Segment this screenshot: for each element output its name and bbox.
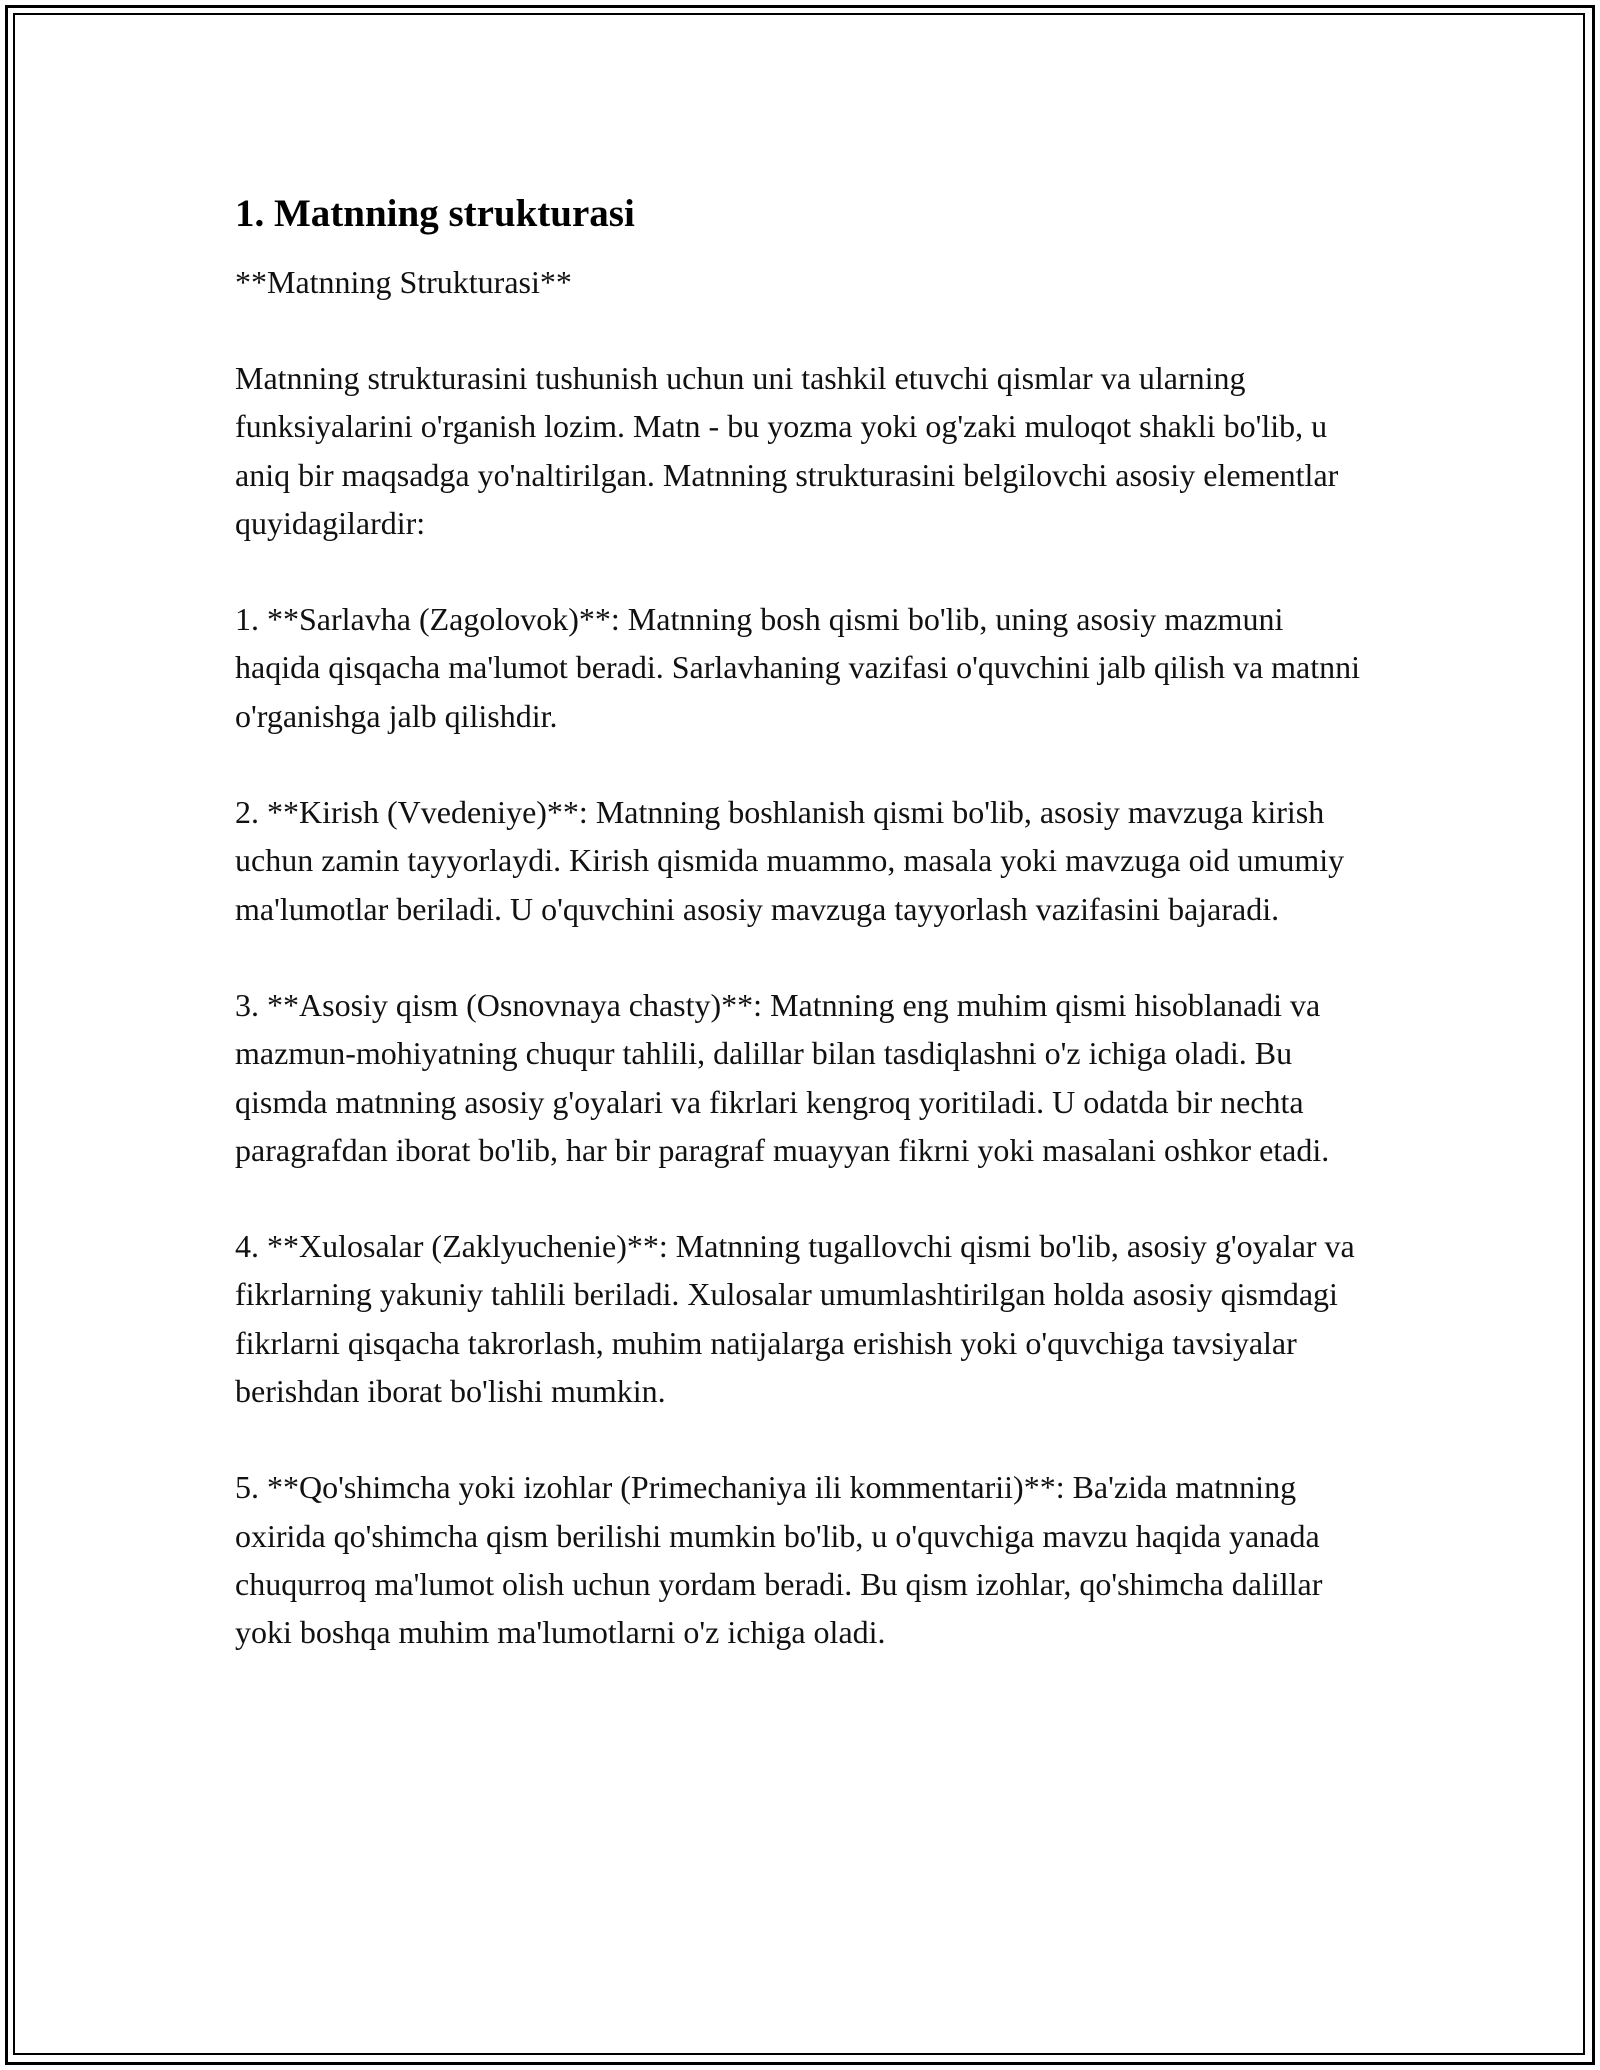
paragraph-asosiy-qism: 3. **Asosiy qism (Osnovnaya chasty)**: Matnning eng muhim qismi hisoblanadi va mazmun-mohiyatning chuqur tahlili, dalillar bilan tasdiqlashni o'z ichiga oladi. Bu qismda matnning asosiy g'oyalari va fikrlari kengroq yoritiladi. U odatda bir nechta paragrafdan iborat bo'lib, har bir paragraf muayyan fikrni yoki masalani oshkor etadi. [235, 986, 1330, 1168]
intro-paragraph: Matnning strukturasini tushunish uchun uni tashkil etuvchi qismlar va ularning funksiyalarini o'rganish lozim. Matn - bu yozma yoki og'zaki muloqot shakli bo'lib, u aniq bir maqsadga yo'naltirilgan. Matnning strukturasini belgilovchi asosiy elementlar quyidagilardir: [235, 360, 1339, 541]
paragraph-sarlavha: 1. **Sarlavha (Zagolovok)**: Matnning bosh qismi bo'lib, uning asosiy mazmuni haqida qisqacha ma'lumot beradi. Sarlavhaning vazifasi o'quvchini jalb qilish va matnni o'rganishga jalb qilishdir. [235, 601, 1361, 734]
document-subtitle: **Matnning Strukturasi** [235, 264, 572, 300]
paragraph-izohlar: 5. **Qo'shimcha yoki izohlar (Primechaniya ili kommentarii)**: Ba'zida matnning oxirida qo'shimcha qism berilishi mumkin bo'lib, u o'quvchiga mavzu haqida yanada chuqurroq ma'lumot olish uchun yordam beradi. Bu qism izohlar, qo'shimcha dalillar yoki boshqa muhim ma'lumotlarni o'z ichiga oladi. [235, 1469, 1323, 1651]
document-body [235, 188, 1375, 1657]
section-heading: 1. Matnning strukturasi [235, 192, 635, 235]
paragraph-kirish: 2. **Kirish (Vvedeniye)**: Matnning boshlanish qismi bo'lib, asosiy mavzuga kirish uchun zamin tayyorlaydi. Kirish qismida muammo, masala yoki mavzuga oid umumiy ma'lumotlar beriladi. U o'quvchini asosiy mavzuga tayyorlash vazifasini bajaradi. [235, 794, 1345, 927]
paragraph-xulosalar: 4. **Xulosalar (Zaklyuchenie)**: Matnning tugallovchi qismi bo'lib, asosiy g'oyalar va fikrlarning yakuniy tahlili beriladi. Xulosalar umumlashtirilgan holda asosiy qismdagi fikrlarni qisqacha takrorlash, muhim natijalarga erishish yoki o'quvchiga tavsiyalar berishdan iborat bo'lishi mumkin. [235, 1228, 1355, 1410]
